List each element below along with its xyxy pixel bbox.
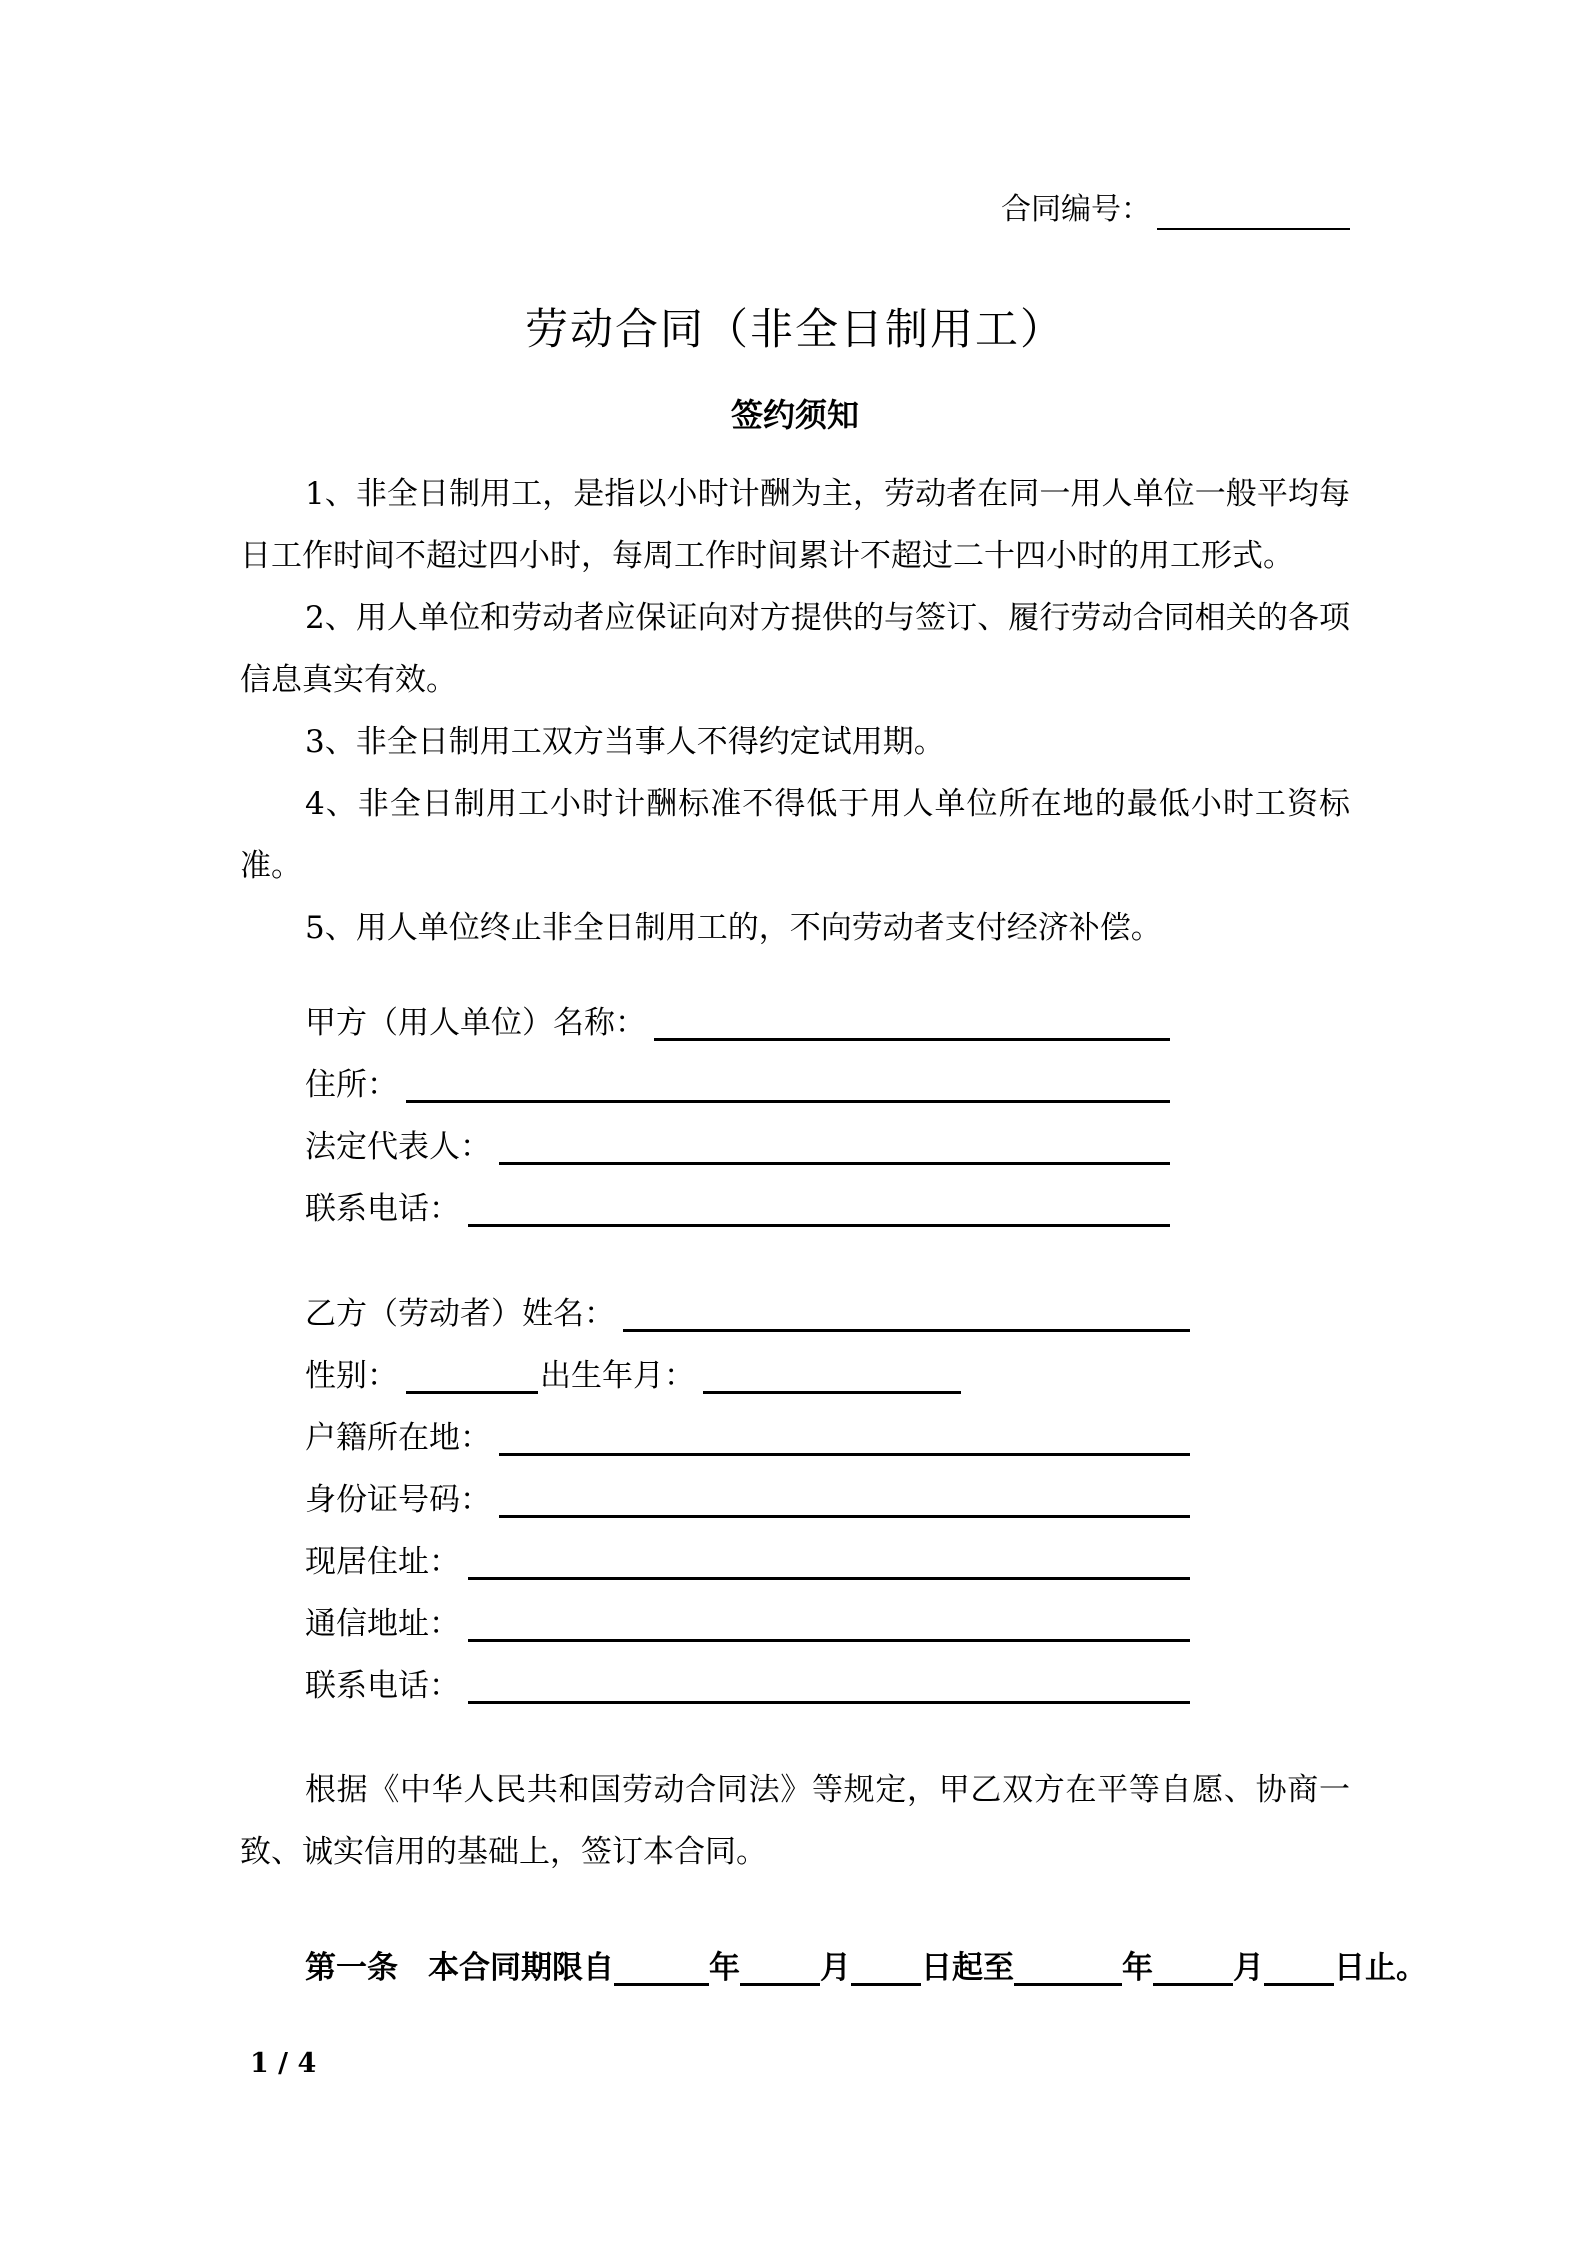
party-a-phone-row: [305, 1178, 1170, 1240]
party-b-mailing-address-row: [305, 1593, 1190, 1655]
start-month-input[interactable]: [740, 1953, 820, 1986]
end-year-input[interactable]: [1014, 1953, 1122, 1986]
contract-basis-paragraph: 根据《中华人民共和国劳动合同法》等规定，甲乙双方在平等自愿、协商一致、诚实信用的基础上，签订本合同。: [240, 1772, 1350, 1870]
signing-notice-list: [240, 463, 1350, 959]
party-b-phone-label: 联系电话：: [305, 1668, 460, 1704]
party-b-current-address-row: [305, 1531, 1190, 1593]
party-a-phone-label: 联系电话：: [305, 1191, 460, 1227]
notice-item-5: 5、用人单位终止非全日制用工的，不向劳动者支付经济补偿。: [305, 910, 1162, 946]
notice-item-2: 2、用人单位和劳动者应保证向对方提供的与签订、履行劳动合同相关的各项信息真实有效。: [240, 600, 1350, 698]
party-a-address-row: [305, 1054, 1170, 1116]
party-b-id-number-label: 身份证号码：: [305, 1482, 491, 1518]
end-day-unit: 日止。: [1334, 1950, 1427, 1986]
party-a-name-input[interactable]: [654, 1004, 1170, 1041]
article-1-term-line: [240, 1937, 1427, 1999]
party-b-current-address-input[interactable]: [468, 1543, 1190, 1580]
contract-number-input[interactable]: [1157, 194, 1350, 230]
page-number-indicator: 1 / 4: [250, 2048, 317, 2079]
end-year-unit: 年: [1122, 1950, 1153, 1986]
party-a-phone-input[interactable]: [468, 1190, 1170, 1227]
article-1-lead-text: 本合同期限自: [428, 1950, 614, 1986]
document-title: 劳动合同（非全日制用工）: [525, 305, 1065, 355]
party-a-legal-rep-input[interactable]: [499, 1128, 1170, 1165]
party-a-name-row: [305, 992, 1170, 1054]
start-month-unit: 月: [820, 1950, 851, 1986]
party-b-id-number-row: [305, 1469, 1190, 1531]
end-month-input[interactable]: [1153, 1953, 1233, 1986]
party-b-name-input[interactable]: [623, 1295, 1190, 1332]
document-content: [240, 0, 1427, 1999]
start-day-input[interactable]: [851, 1953, 921, 1986]
notice-item-1: 1、非全日制用工，是指以小时计酬为主，劳动者在同一用人单位一般平均每日工作时间不超过四小时，每周工作时间累计不超过二十四小时的用工形式。: [240, 476, 1350, 574]
party-b-mailing-address-input[interactable]: [468, 1605, 1190, 1642]
party-b-phone-row: [305, 1655, 1190, 1717]
notice-item-3: 3、非全日制用工双方当事人不得约定试用期。: [305, 724, 945, 760]
end-day-input[interactable]: [1264, 1953, 1334, 1986]
contract-number-label: 合同编号：: [1001, 192, 1151, 227]
party-a-section: [305, 992, 1170, 1240]
party-a-legal-rep-row: [305, 1116, 1170, 1178]
party-b-birth-input[interactable]: [703, 1357, 961, 1394]
signing-notice-heading: 签约须知: [730, 396, 859, 434]
notice-item-4: 4、非全日制用工小时计酬标准不得低于用人单位所在地的最低小时工资标准。: [240, 786, 1350, 884]
party-b-id-number-input[interactable]: [499, 1481, 1190, 1518]
party-b-residence-row: [305, 1407, 1190, 1469]
party-b-gender-birth-row: [305, 1345, 1190, 1407]
party-b-residence-label: 户籍所在地：: [305, 1420, 491, 1456]
article-1-number: 第一条: [305, 1950, 398, 1986]
party-a-address-label: 住所：: [305, 1067, 398, 1103]
party-b-current-address-label: 现居住址：: [305, 1544, 460, 1580]
start-year-unit: 年: [709, 1950, 740, 1986]
contract-number-row: [240, 190, 1350, 230]
start-day-unit: 日起至: [921, 1950, 1014, 1986]
party-b-mailing-address-label: 通信地址：: [305, 1606, 460, 1642]
party-a-legal-rep-label: 法定代表人：: [305, 1129, 491, 1165]
party-b-name-row: [305, 1283, 1190, 1345]
party-b-section: [305, 1283, 1190, 1717]
party-b-phone-input[interactable]: [468, 1667, 1190, 1704]
party-a-name-label: 甲方（用人单位）名称：: [305, 1005, 646, 1041]
party-b-gender-label: 性别：: [305, 1358, 398, 1394]
party-b-name-label: 乙方（劳动者）姓名：: [305, 1296, 615, 1332]
party-b-birth-label: 出生年月：: [540, 1358, 695, 1394]
party-b-gender-input[interactable]: [406, 1357, 538, 1394]
party-a-address-input[interactable]: [406, 1066, 1170, 1103]
party-b-residence-input[interactable]: [499, 1419, 1190, 1456]
start-year-input[interactable]: [614, 1953, 709, 1986]
end-month-unit: 月: [1233, 1950, 1264, 1986]
